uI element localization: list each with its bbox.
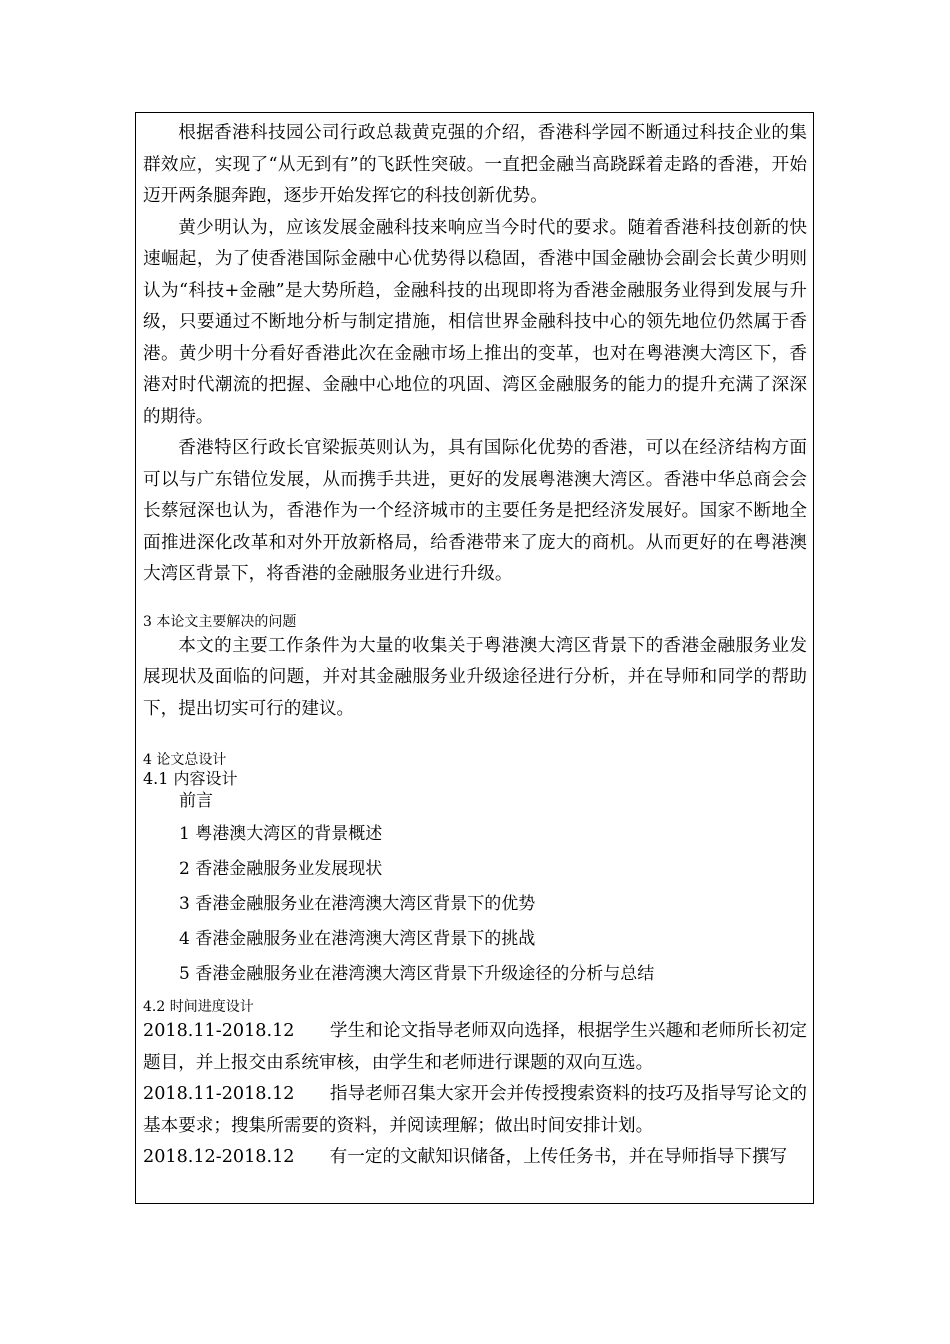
schedule-text: 有一定的文献知识储备，上传任务书，并在导师指导下撰写 xyxy=(329,1147,788,1167)
subsection-heading: 4.1 内容设计 xyxy=(143,769,238,788)
schedule-date: 2018.11-2018.12 xyxy=(143,1021,295,1041)
subsection-heading: 4.2 时间进度设计 xyxy=(143,999,254,1015)
schedule-date: 2018.12-2018.12 xyxy=(143,1147,295,1167)
schedule-entry xyxy=(143,1016,807,1079)
toc-item: 前言 xyxy=(179,791,213,811)
schedule-entry xyxy=(143,1079,807,1142)
toc-item: 1 粤港澳大湾区的背景概述 xyxy=(179,824,383,844)
toc-item: 4 香港金融服务业在港湾澳大湾区背景下的挑战 xyxy=(179,929,536,949)
schedule-entry xyxy=(143,1142,807,1174)
paragraph: 根据香港科技园公司行政总裁黄克强的介绍，香港科学园不断通过科技企业的集群效应，实现了“从无到有”的飞跃性突破。一直把金融当高跷踩着走路的香港，开始迈开两条腿奔跑，逐步开始发挥它的科技创新优势。 xyxy=(143,123,807,206)
paragraph: 黄少明认为，应该发展金融科技来响应当今时代的要求。随着香港科技创新的快速崛起，为了使香港国际金融中心优势得以稳固，香港中国金融协会副会长黄少明则认为“科技+金融”是大势所趋，金融科技的出现即将为香港金融服务业得到发展与升级，只要通过不断地分析与制定措施，相信世界金融科技中心的领先地位仍然属于香港。黄少明十分看好香港此次在金融市场上推出的变革，也对在粤港澳大湾区下，香港对时代潮流的把握、金融中心地位的巩固、湾区金融服务的能力的提升充满了深深的期待。 xyxy=(143,217,807,427)
toc-list xyxy=(143,789,807,992)
document-body xyxy=(143,118,807,1174)
toc-item: 3 香港金融服务业在港湾澳大湾区背景下的优势 xyxy=(179,894,536,914)
schedule-text: 指导老师召集大家开会并传授搜索资料的技巧及指导写论文的基本要求；搜集所需要的资料，并阅读理解；做出时间安排计划。 xyxy=(143,1084,807,1136)
section-heading: 3 本论文主要解决的问题 xyxy=(143,613,297,630)
schedule-date: 2018.11-2018.12 xyxy=(143,1084,295,1104)
section-heading: 4 论文总设计 xyxy=(143,752,227,768)
paragraph: 香港特区行政长官梁振英则认为，具有国际化优势的香港，可以在经济结构方面可以与广东错位发展，从而携手共进，更好的发展粤港澳大湾区。香港中华总商会会长蔡冠深也认为，香港作为一个经济城市的主要任务是把经济发展好。国家不断地全面推进深化改革和对外开放新格局，给香港带来了庞大的商机。从而更好的在粤港澳大湾区背景下，将香港的金融服务业进行升级。 xyxy=(143,438,807,584)
schedule-text: 学生和论文指导老师双向选择，根据学生兴趣和老师所长初定题目，并上报交由系统审核，由学生和老师进行课题的双向互选。 xyxy=(143,1021,807,1073)
paragraph: 本文的主要工作条件为大量的收集关于粤港澳大湾区背景下的香港金融服务业发展现状及面临的问题，并对其金融服务业升级途径进行分析，并在导师和同学的帮助下，提出切实可行的建议。 xyxy=(143,635,807,719)
toc-item: 2 香港金融服务业发展现状 xyxy=(179,859,383,879)
toc-item: 5 香港金融服务业在港湾澳大湾区背景下升级途径的分析与总结 xyxy=(179,964,655,984)
